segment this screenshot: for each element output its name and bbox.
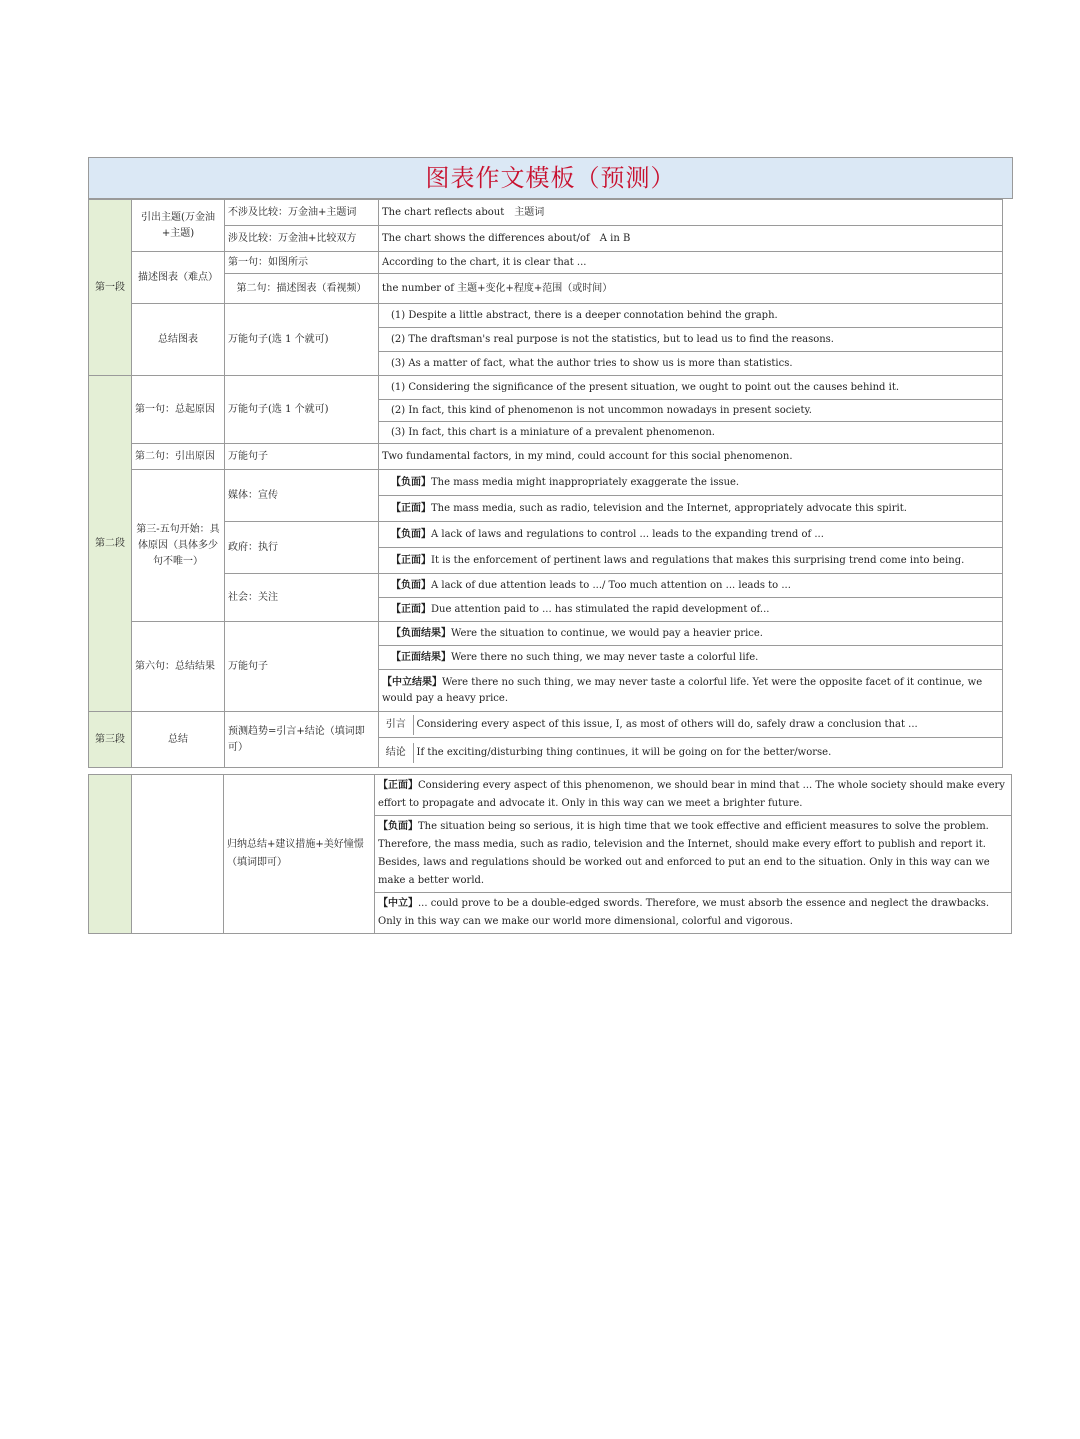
template-sheet xyxy=(88,157,1013,927)
page-title: 图表作文模板（预测） xyxy=(88,157,1013,199)
section-label-p2: 第二段 xyxy=(89,376,132,712)
template-table xyxy=(88,199,1003,768)
p3-text-2: If the exciting/disturbing thing continues, it will be going on for the better/worse. xyxy=(416,746,832,758)
p2-reason-kind-3: 社会：关注 xyxy=(225,574,379,622)
tag-label: 【负面】 xyxy=(378,821,418,832)
p2-reason-kind-1: 媒体：宣传 xyxy=(225,470,379,522)
section-label-p4 xyxy=(89,775,132,934)
p1-describe-label: 描述图表（难点） xyxy=(132,252,225,304)
p3-inner-table xyxy=(379,743,1002,763)
p1-summary-kind: 万能句子(选 1 个就可) xyxy=(225,304,379,376)
tag-label: 【负面结果】 xyxy=(391,627,451,639)
p3-tag-1: 引言 xyxy=(379,715,413,735)
tag-label: 【正面】 xyxy=(391,502,431,514)
tag-label: 【中立结果】 xyxy=(382,676,442,688)
p3-kind: 预测趋势=引言+结论（填词即可） xyxy=(225,712,379,768)
p1-describe-kind-2: 第二句：描述图表（看视频） xyxy=(225,274,379,304)
p3-quote-row xyxy=(379,712,1003,738)
reason-text: The mass media, such as radio, television and the Internet, appropriately advocate this spirit. xyxy=(431,502,907,514)
tag-label: 【正面】 xyxy=(378,780,418,791)
p2-first-item-2: (2) In fact, this kind of phenomenon is not uncommon nowadays in present society. xyxy=(379,400,1003,422)
p4-kind: 归纳总结+建议措施+美好憧憬（填词即可） xyxy=(224,775,375,934)
p3-conclusion-row xyxy=(379,738,1003,768)
section-label-p1: 第一段 xyxy=(89,200,132,376)
p2-sixth-kind: 万能句子 xyxy=(225,622,379,712)
p3-tag-2: 结论 xyxy=(379,743,413,763)
p2-reason-3-pos xyxy=(379,598,1003,622)
p2-reason-kind-2: 政府：执行 xyxy=(225,522,379,574)
tag-label: 【中立】 xyxy=(378,898,418,909)
p2-first-label: 第一句：总起原因 xyxy=(132,376,225,444)
section-p4 xyxy=(88,774,1012,934)
p1-summary-item-3: (3) As a matter of fact, what the author tries to show us is more than statistics. xyxy=(379,352,1003,376)
p1-intro-kind-1: 不涉及比较：万金油+主题词 xyxy=(225,200,379,226)
p4-pos xyxy=(375,775,1012,816)
p2-sixth-neg xyxy=(379,622,1003,646)
p1-describe-kind-1: 第一句：如图所示 xyxy=(225,252,379,274)
p2-reasons-label: 第三-五句开始：具体原因（具体多少句不唯一） xyxy=(132,470,225,622)
p2-sixth-neutral xyxy=(379,670,1003,712)
p2-reason-2-neg xyxy=(379,522,1003,548)
p2-first-item-3: (3) In fact, this chart is a miniature of a prevalent phenomenon. xyxy=(379,422,1003,444)
result-text: Were the situation to continue, we would pay a heavier price. xyxy=(451,627,763,639)
tag-label: 【正面结果】 xyxy=(391,651,451,663)
p3-summary-label: 总结 xyxy=(132,712,225,768)
p1-describe-text-1: According to the chart, it is clear that ... xyxy=(379,252,1003,274)
p1-describe-text-2: the number of 主题+变化+程度+范围（或时间） xyxy=(379,274,1003,304)
p2-reason-2-pos xyxy=(379,548,1003,574)
p3-inner-table xyxy=(379,715,1002,735)
p2-second-text: Two fundamental factors, in my mind, could account for this social phenomenon. xyxy=(379,444,1003,470)
p1-intro-label: 引出主题(万金油+主题) xyxy=(132,200,225,252)
p4-text: ... could prove to be a double-edged swords. Therefore, we must absorb the essence and neglect the drawbacks. Only in this way can we make our world more dimensional, colorful and vigorous. xyxy=(378,898,990,927)
tag-label: 【正面】 xyxy=(391,603,431,615)
tag-label: 【正面】 xyxy=(391,554,431,566)
p2-reason-3-neg xyxy=(379,574,1003,598)
p1-intro-text-2: The chart shows the differences about/of A in B xyxy=(379,226,1003,252)
reason-text: Due attention paid to ... has stimulated the rapid development of... xyxy=(431,603,770,615)
section-label-p3: 第三段 xyxy=(89,712,132,768)
p4-table xyxy=(88,774,1012,934)
reason-text: A lack of due attention leads to .../ Too much attention on ... leads to ... xyxy=(431,579,791,591)
p1-intro-text-1: The chart reflects about 主题词 xyxy=(379,200,1003,226)
p2-reason-1-pos xyxy=(379,496,1003,522)
p4-text: The situation being so serious, it is high time that we took effective and efficient measures to solve the problem. Therefore, the mass media, such as radio, television and the Internet, should make every effort to publish and report it. Besides, laws and regulations should be worked out and enforced to put an end to the situation. Only in this way can we make a better world. xyxy=(378,821,990,886)
p4-neg xyxy=(375,816,1012,893)
p1-summary-item-1: (1) Despite a little abstract, there is a deeper connotation behind the graph. xyxy=(379,304,1003,328)
p4-text: Considering every aspect of this phenomenon, we should bear in mind that ... The whole society should make every effort to propagate and advocate it. Only in this way can we meet a brighter future. xyxy=(378,780,1005,809)
tag-label: 【负面】 xyxy=(391,476,431,488)
p1-summary-item-2: (2) The draftsman's real purpose is not the statistics, but to lead us to find the reasons. xyxy=(379,328,1003,352)
p3-text-1: Considering every aspect of this issue, I, as most of others will do, safely draw a conclusion that ... xyxy=(416,718,918,730)
reason-text: The mass media might inappropriately exaggerate the issue. xyxy=(431,476,740,488)
result-text: Were there no such thing, we may never taste a colorful life. xyxy=(451,651,759,663)
p2-sixth-pos xyxy=(379,646,1003,670)
tag-label: 【负面】 xyxy=(391,528,431,540)
p2-reason-1-neg xyxy=(379,470,1003,496)
p2-sixth-label: 第六句：总结结果 xyxy=(132,622,225,712)
p2-second-label: 第二句：引出原因 xyxy=(132,444,225,470)
tag-label: 【负面】 xyxy=(391,579,431,591)
reason-text: A lack of laws and regulations to control ... leads to the expanding trend of ... xyxy=(431,528,824,540)
result-text: Were there no such thing, we may never taste a colorful life. Yet were the opposite facet of it continue, we would pay a heavy price. xyxy=(382,676,983,704)
p2-second-kind: 万能句子 xyxy=(225,444,379,470)
p4-neutral xyxy=(375,893,1012,934)
p4-empty-cell xyxy=(132,775,224,934)
p1-summary-label: 总结图表 xyxy=(132,304,225,376)
p2-first-item-1: (1) Considering the significance of the present situation, we ought to point out the causes behind it. xyxy=(379,376,1003,400)
p1-intro-kind-2: 涉及比较：万金油+比较双方 xyxy=(225,226,379,252)
p2-first-kind: 万能句子(选 1 个就可) xyxy=(225,376,379,444)
reason-text: It is the enforcement of pertinent laws and regulations that makes this surprising trend come into being. xyxy=(431,554,965,566)
